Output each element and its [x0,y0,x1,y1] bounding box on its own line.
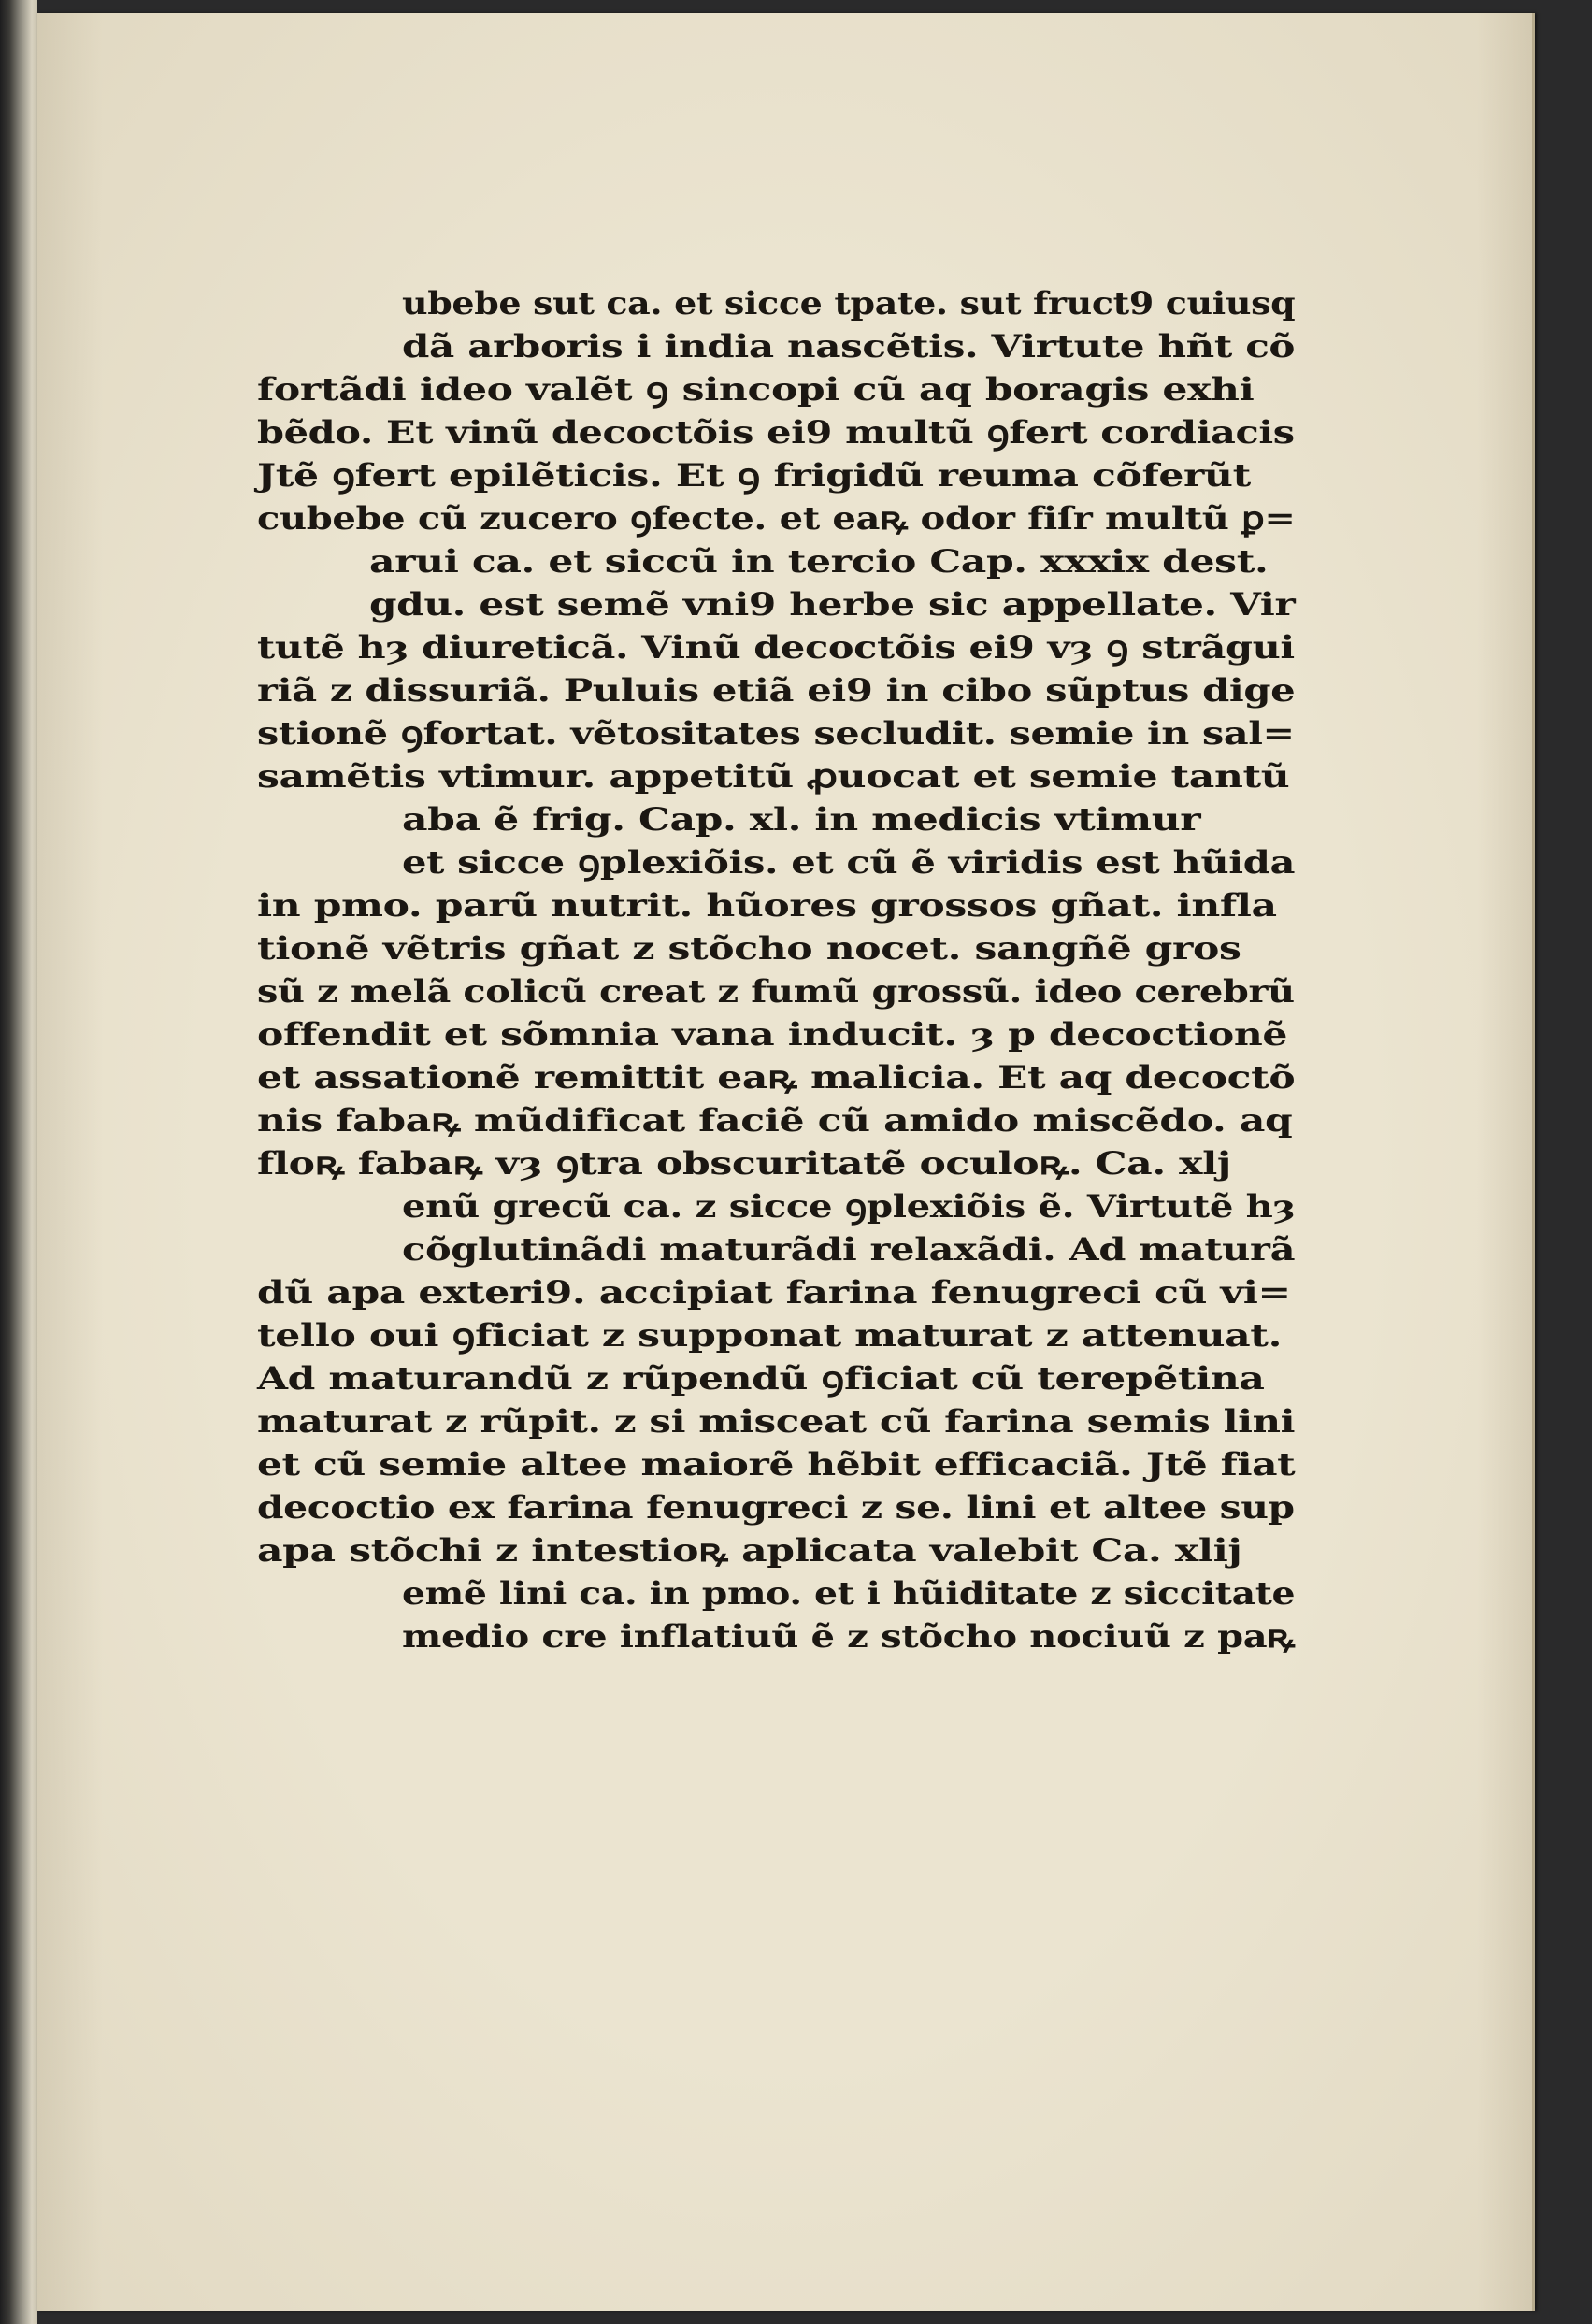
text-line: dũ apa exteri9. accipiat farina fenugreci cũ vi= [257,1274,1291,1312]
text-line: offendit et sõmnia vana inducit. ȝ p decoctionẽ [257,1016,1288,1054]
text-line: tello oui ꝯficiat z supponat maturat z attenuat. [257,1317,1282,1355]
text-line: fortãdi ideo valẽt ꝯ sincopi cũ aq boragis exhi [257,371,1255,409]
text-line: gdu. est semẽ vni9 herbe sic appellate. Vir [369,586,1296,624]
text-line: medio cre inflatiuũ ẽ z stõcho nociuũ z paꝶ [402,1618,1296,1656]
text-line: arui ca. et siccũ in tercio Cap. xxxix dest. [369,543,1269,581]
text-line: maturat z rũpit. z si misceat cũ farina semis lini [257,1403,1296,1441]
text-line: cõglutinãdi maturãdi relaxãdi. Ad maturã [402,1231,1296,1269]
text-line: sũ z melã colicũ creat z fumũ grossũ. ideo cerebrũ [257,973,1295,1011]
text-line: samẽtis vtimur. appetitũ ꝓuocat et semie tantũ [257,758,1290,796]
text-line: riã z dissuriã. Puluis etiã ei9 in cibo sũptus dige [257,672,1296,710]
text-line: cubebe cũ zucero ꝯfecte. et eaꝶ odor fiſr multũ ꝑ= [257,500,1296,538]
book-page [37,13,1535,2311]
text-line: decoctio ex farina fenugreci z se. lini et altee sup [257,1489,1295,1527]
text-line: floꝶ fabaꝶ vȝ ꝯtra obscuritatẽ oculoꝶ. Ca. xlj [257,1145,1231,1183]
text-line: Jtẽ ꝯfert epilẽticis. Et ꝯ frigidũ reuma cõferũt [257,457,1251,495]
text-line: bẽdo. Et vinũ decoctõis ei9 multũ ꝯfert cordiacis [257,414,1295,452]
text-line: tionẽ vẽtris gñat z stõcho nocet. sangñẽ gros [257,930,1241,968]
text-line: stionẽ ꝯfortat. vẽtositates secludit. semie in sal= [257,715,1295,753]
binding-edge [0,0,37,2324]
text-line: ubebe sut ca. et sicce tpate. sut fruct9 cuiusq [402,285,1296,323]
text-line: emẽ lini ca. in pmo. et i hũiditate z siccitate [402,1575,1296,1613]
text-line: tutẽ hȝ diureticã. Vinũ decoctõis ei9 vȝ ꝯ strãgui [257,629,1295,667]
text-line: dã arboris i india nascẽtis. Virtute hñt cõ [402,328,1296,366]
text-line: Ad maturandũ z rũpendũ ꝯficiat cũ terepẽtina [257,1360,1265,1398]
text-line: aba ẽ frig. Cap. xl. in medicis vtimur [402,801,1201,839]
text-line: enũ grecũ ca. z sicce ꝯplexiõis ẽ. Virtutẽ hȝ [402,1188,1296,1226]
text-line: et sicce ꝯplexiõis. et cũ ẽ viridis est hũida [402,844,1296,882]
text-line: apa stõchi z intestioꝶ aplicata valebit Ca. xlij [257,1532,1242,1570]
text-line: et assationẽ remittit eaꝶ malicia. Et aq decoctõ [257,1059,1296,1097]
text-line: et cũ semie altee maiorẽ hẽbit efficaciã. Jtẽ fiat [257,1446,1296,1484]
text-line: nis fabaꝶ mũdificat faciẽ cũ amido miscẽdo. aq [257,1102,1293,1140]
text-line: in pmo. parũ nutrit. hũores grossos gñat. infla [257,887,1277,925]
